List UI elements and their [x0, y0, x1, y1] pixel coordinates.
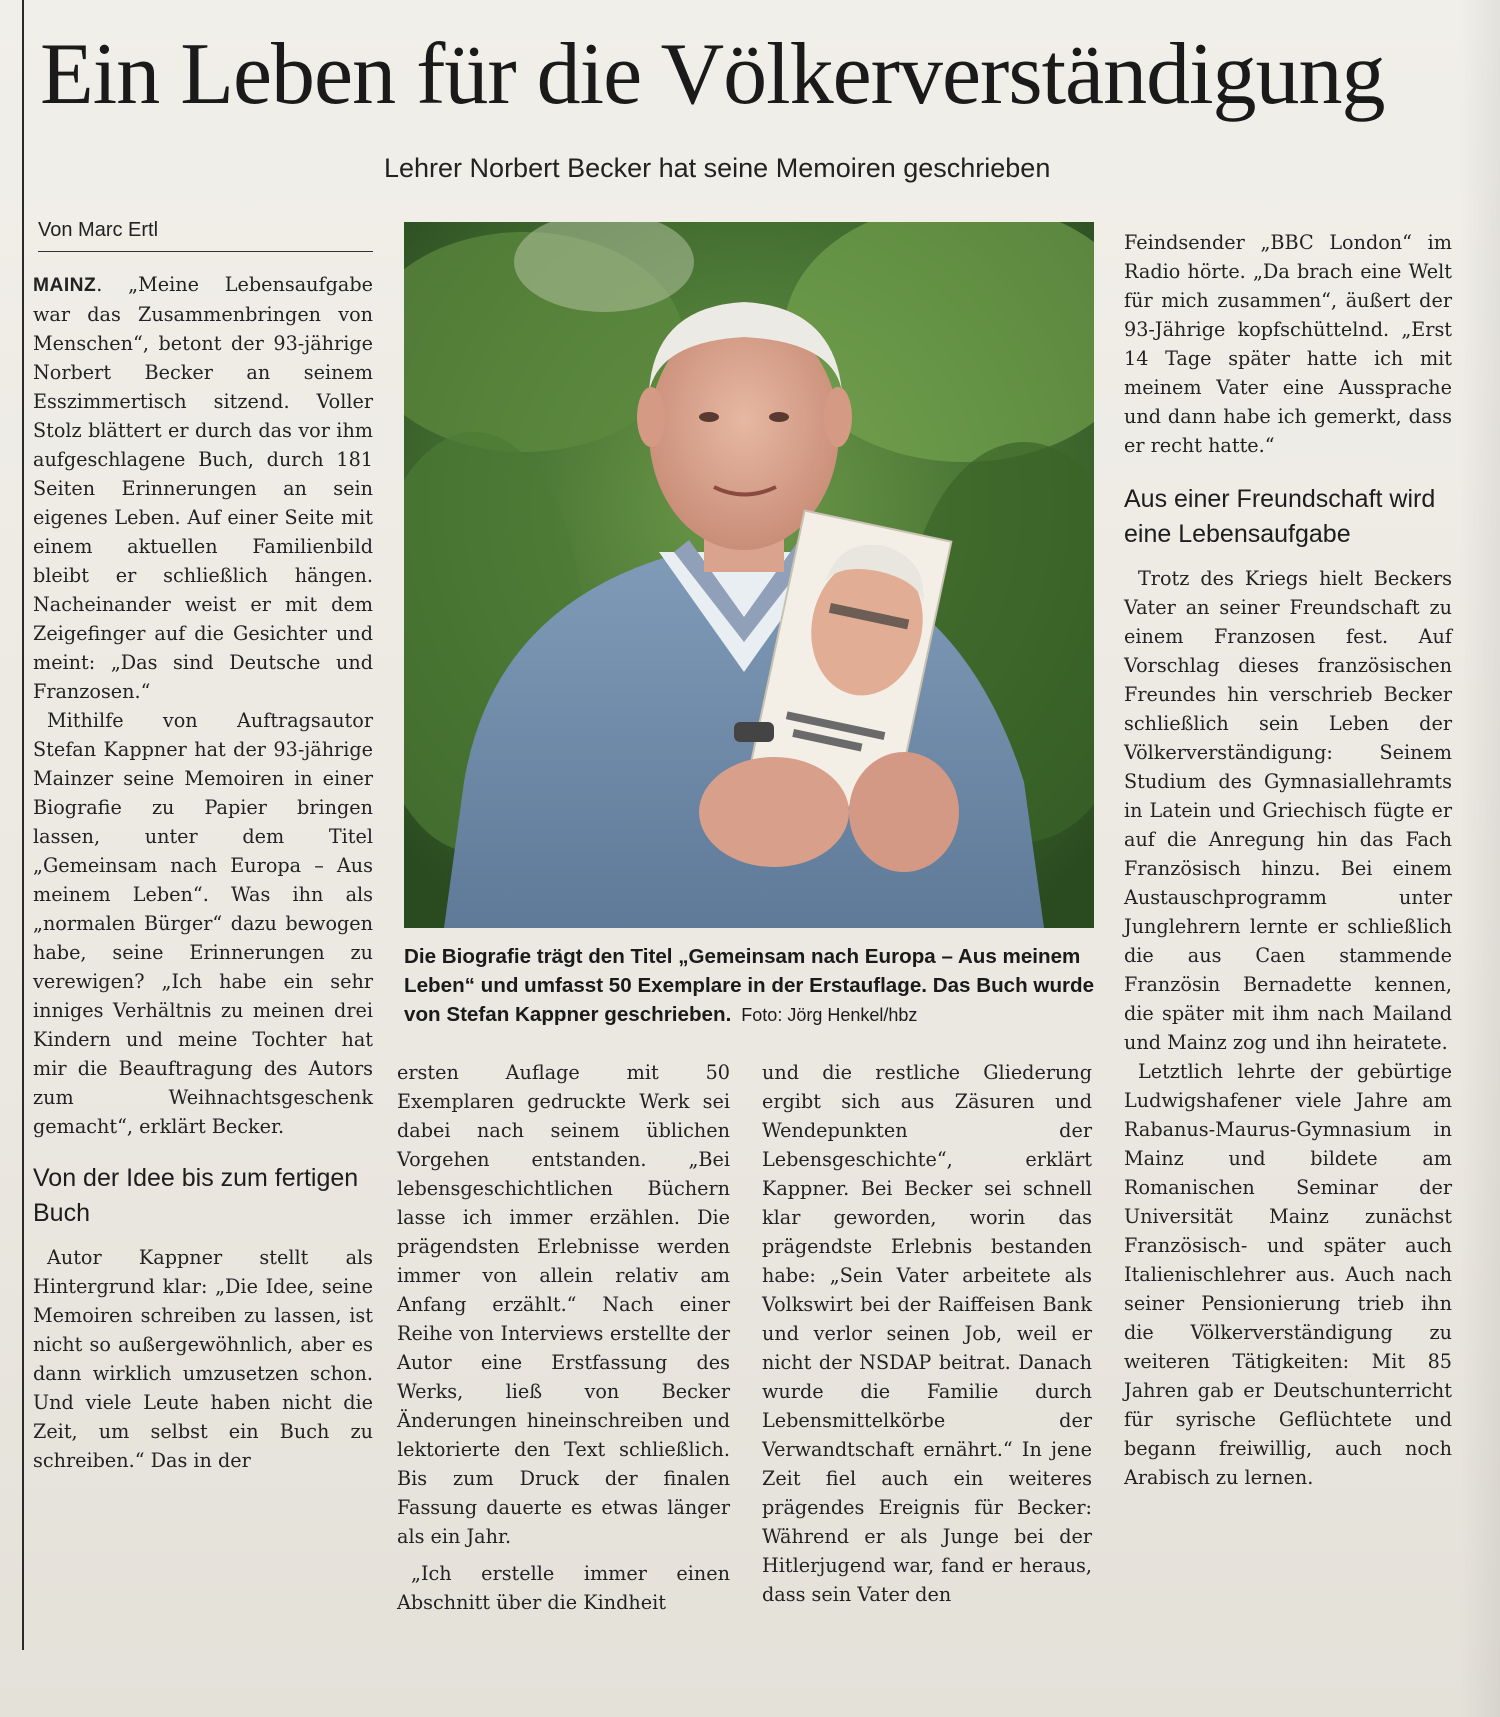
paragraph: und die restliche Gliederung ergibt sich aus Zäsuren und Wendepunkten der Lebensgeschichte“, erklärt Kappner. Bei Becker sei schnell klar geworden, worin das prägendste Erlebnis bestanden habe: „Sein Vater arbeitete als Volkswirt bei der Raiffeisen Bank und verlor seinen Job, weil er nicht der NSDAP beitrat. Danach wurde die Familie durch Lebensmittelkörbe der Verwandtschaft ernährt.“ In jene Zeit fiel auch ein weiteres prägendes Ereignis für Becker: Während er als Junge bei der Hitlerjugend war, fand er heraus, dass sein Vater den	[762, 1061, 1092, 1606]
article-headline: Ein Leben für die Völkerverständigung	[40, 26, 1385, 123]
paragraph: Trotz des Kriegs hielt Beckers Vater an seiner Freundschaft zu einem Franzosen fest. Auf Vorschlag dieses französischen Freundes hin verschrieb Becker schließlich sein Leben der Völkerverständigung: Seinem Studium des Gymnasiallehramts in Latein und Griechisch fügte er auf die Anregung hin das Fach Französisch hinzu. Bei einem Austauschprogramm unter Junglehrern lernte er schließlich die aus Caen stammende Französin Bernadette kennen, die später mit ihm nach Mailand und Mainz zog und ihn heiratete.	[1124, 567, 1452, 1054]
paragraph: Mithilfe von Auftragsautor Stefan Kappner hat der 93-jährige Mainzer seine Memoiren in einer Biografie zu Papier bringen lassen, unter dem Titel „Gemeinsam nach Europa – Aus meinem Leben“. Was ihn als „normalen Bürger“ dazu bewogen habe, seine Erinnerungen zu verewigen? „Ich habe ein sehr inniges Verhältnis zu meinen drei Kindern und meine Tochter hat mir die Beauftragung des Autors zum Weihnachtsgeschenk gemacht“, erklärt Becker.	[33, 709, 373, 1138]
article-subheadline: Lehrer Norbert Becker hat seine Memoiren geschrieben	[384, 153, 1051, 183]
dateline: MAINZ	[33, 275, 97, 296]
section-heading: Aus einer Freundschaft wird eine Lebensaufgabe	[1124, 485, 1436, 548]
photo-illustration	[404, 222, 1094, 928]
article-column-3	[762, 1058, 1092, 1609]
paragraph	[33, 270, 373, 706]
article-column-1	[33, 270, 373, 1475]
article-column-4	[1124, 228, 1452, 1492]
paragraph-text: . „Meine Lebensaufgabe war das Zusammenbringen von Menschen“, betont der 93-jährige Norbert Becker an seinem Esszimmertisch sitzend. Voller Stolz blättert er durch das vor ihm aufgeschlagene Buch, durch 181 Seiten Erinnerungen an sein eigenes Leben. Auf einer Seite mit einem aktuellen Familienbild bleibt er schließlich hängen. Nacheinander weist er mit dem Zeigefinger auf die Gesichter und meint: „Das sind Deutsche und Franzosen.“	[33, 273, 373, 703]
paragraph: Letztlich lehrte der gebürtige Ludwigshafener viele Jahre am Rabanus-Maurus-Gymnasium in Mainz und bildete am Romanischen Seminar der Universität Mainz zunächst Französisch- und später auch Italienischlehrer aus. Auch nach seiner Pensionierung trieb ihn die Völkerverständigung zu weiteren Tätigkeiten: Mit 85 Jahren gab er Deutschunterricht für syrische Geflüchtete und begann freiwillig, auch noch Arabisch zu lernen.	[1124, 1060, 1452, 1489]
paragraph: „Ich erstelle immer einen Abschnitt über die Kindheit	[397, 1562, 730, 1614]
article-byline: Von Marc Ertl	[38, 215, 373, 252]
article-column-2	[397, 1058, 730, 1617]
article-photo	[404, 222, 1094, 928]
left-column-rule	[22, 0, 24, 1650]
photo-credit: Foto: Jörg Henkel/hbz	[741, 1005, 918, 1025]
photo-caption	[404, 942, 1096, 1030]
paragraph: Feindsender „BBC London“ im Radio hörte. „Da brach eine Welt für mich zusammen“, äußert der 93-Jährige kopfschüttelnd. „Erst 14 Tage später hatte ich mit meinem Vater eine Aussprache und dann habe ich gemerkt, dass er recht hatte.“	[1124, 231, 1452, 457]
paragraph: Autor Kappner stellt als Hintergrund klar: „Die Idee, seine Memoiren schreiben zu lassen, ist nicht so außergewöhnlich, aber es dann wirklich umzusetzen schon. Und viele Leute haben nicht die Zeit, um selbst ein Buch zu schreiben.“ Das in der	[33, 1246, 373, 1472]
section-heading: Von der Idee bis zum fertigen Buch	[33, 1164, 359, 1227]
page-edge-shadow	[1460, 0, 1500, 1717]
caption-text: Die Biografie trägt den Titel „Gemeinsam nach Europa – Aus meinem Leben“ und umfasst 50 Exemplare in der Erstauflage. Das Buch wurde von Stefan Kappner geschrieben.	[404, 945, 1095, 1026]
paragraph: ersten Auflage mit 50 Exemplaren gedruckte Werk sei dabei nach seinem üblichen Vorgehen entstanden. „Bei lebensgeschichtlichen Büchern lasse ich immer erzählen. Die prägendsten Erlebnisse werden immer von allein relativ am Anfang erzählt.“ Nach einer Reihe von Interviews erstellte der Autor eine Erstfassung des Werks, ließ von Becker Änderungen hineinschreiben und lektorierte den Text schließlich. Bis zum Druck der finalen Fassung dauerte es etwas länger als ein Jahr.	[397, 1061, 730, 1548]
